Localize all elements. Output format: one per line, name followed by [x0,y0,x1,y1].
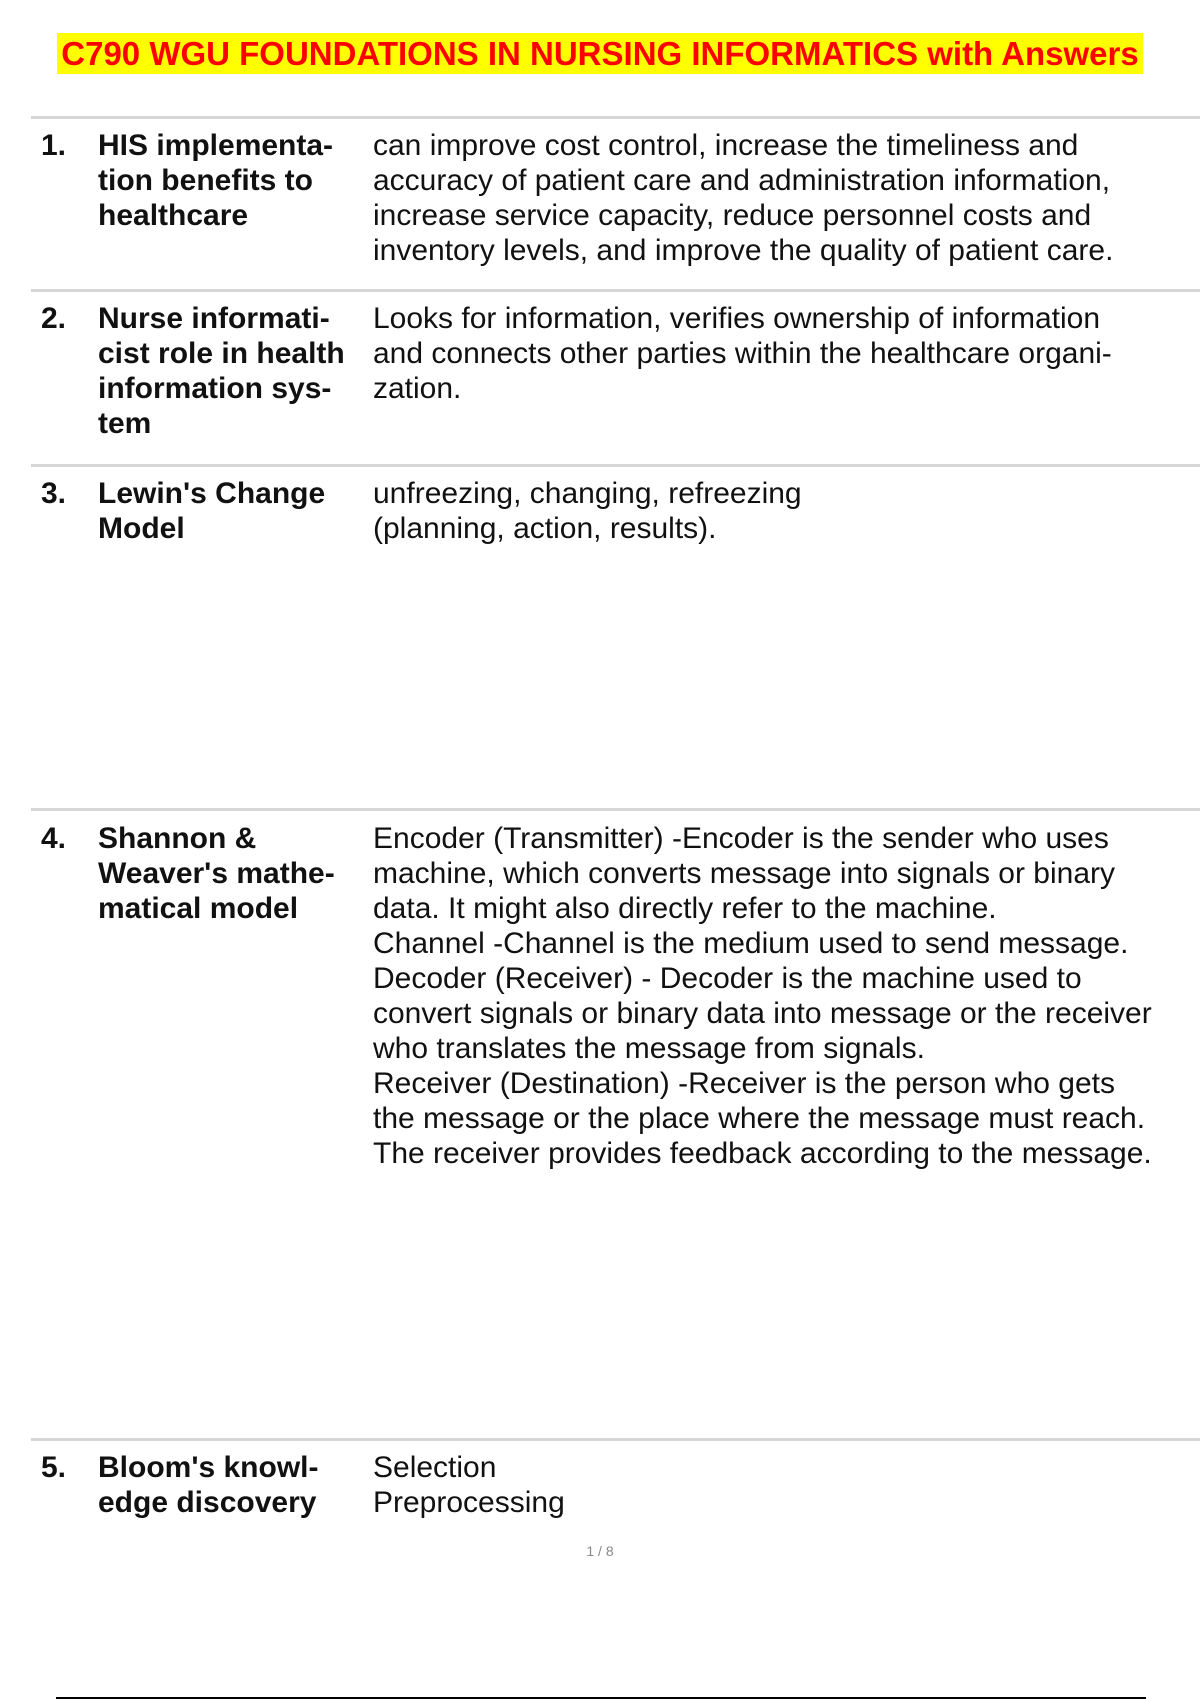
row-number: 3. [41,477,67,510]
page-indicator: 1 / 8 [586,1543,614,1559]
row-number: 2. [41,302,67,335]
row-number: 5. [41,1451,67,1484]
row-divider [31,116,1200,119]
row-definition: Encoder (Transmitter) -Encoder is the sender who uses machine, which converts message into signals or binary data. It might also directly refer to the machine. Channel -Channel is the medium used to send message. Decoder (Receiver) - Decoder is the machine used to convert signals or binary data into message or the receiver who translates the message from signals. Receiver (Destination) -Receiver is the person who gets the message or the place where the message must reach. The receiver provides feedback according to the message. [373,822,1152,1170]
row-definition: Selection Preprocessing [373,1451,565,1519]
row-number: 4. [41,822,67,855]
row-definition: Looks for information, verifies ownership of information and connects other parties within the healthcare organi- zation. [373,302,1112,405]
row-term: HIS implementa- tion benefits to healthcare [98,129,334,232]
row-term: Nurse informati- cist role in health information sys- tem [98,302,345,440]
row-term: Lewin's Change Model [98,477,326,545]
row-term: Shannon & Weaver's mathe- matical model [98,822,335,925]
row-term: Bloom's knowl- edge discovery [98,1451,319,1519]
row-definition: can improve cost control, increase the timeliness and accuracy of patient care and administration information, increase service capacity, reduce personnel costs and inventory levels, and improve the quality of patient care. [373,129,1114,267]
page-bottom-rule [56,1697,1146,1699]
row-divider [31,808,1200,811]
title-container [0,33,1200,74]
document-title: C790 WGU FOUNDATIONS IN NURSING INFORMATICS with Answers [57,33,1142,74]
row-divider [31,464,1200,467]
row-number: 1. [41,129,67,162]
row-divider [31,1438,1200,1441]
row-definition: unfreezing, changing, refreezing (planning, action, results). [373,477,802,545]
row-divider [31,289,1200,292]
